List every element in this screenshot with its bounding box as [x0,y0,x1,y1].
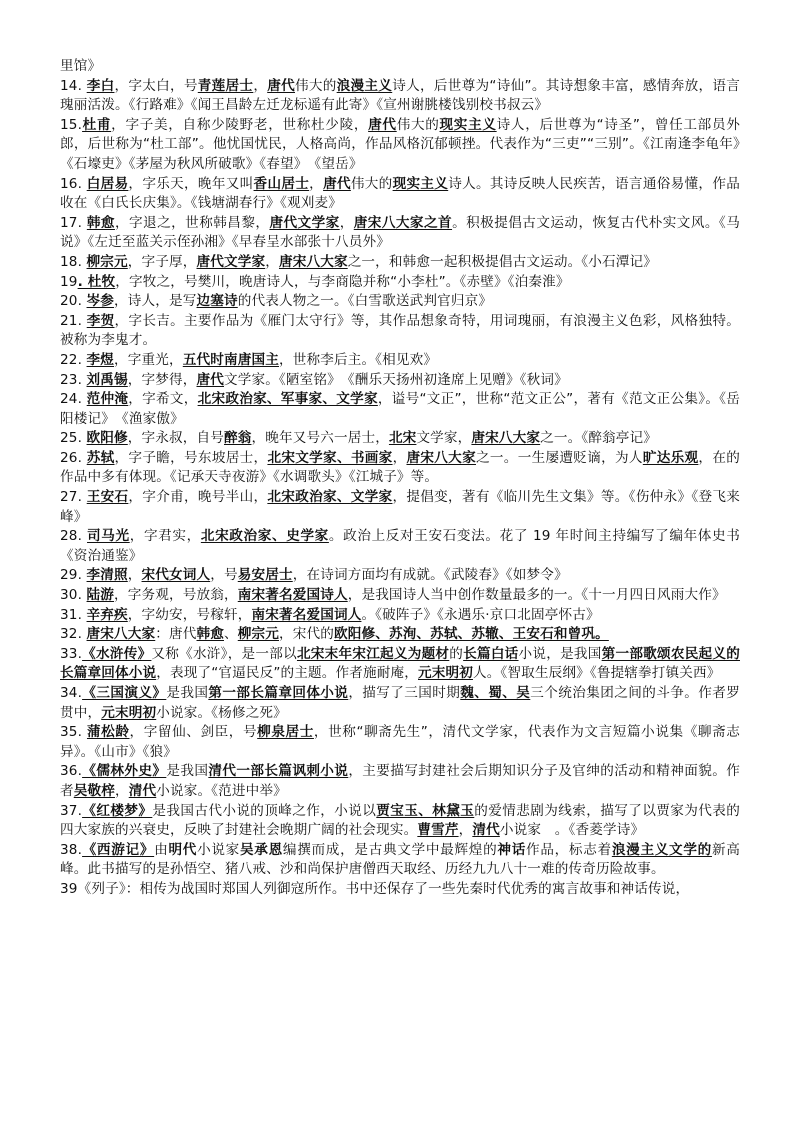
body-text: 小说家 。《香菱学诗》 [499,822,645,839]
entry-0 [60,57,740,77]
body-text: 28. [60,528,88,545]
emphasis-text: 浪漫主义文学的 [611,841,712,858]
emphasis-text: 唐宋八大家之首 [353,214,453,231]
emphasis-text: 李白 [86,77,115,94]
body-text: ， [265,253,279,270]
emphasis-text: 北宋政治家、史学家 [200,528,329,545]
body-text: 又称《水浒》，是一部以 [151,645,297,662]
emphasis-text: 清代一部长篇讽刺小说 [208,763,349,780]
emphasis-text: 边塞诗 [196,293,238,310]
body-text: 32. [60,626,87,643]
body-text: 38. [60,841,83,858]
body-text: 22. [60,351,87,368]
body-text: ，字介甫，晚号半山， [128,489,268,506]
emphasis-text: 宋代女词人 [141,567,211,584]
body-text: ，诗人，是写 [114,293,197,310]
entry-11 [60,390,740,429]
emphasis-text: 北宋末年宋江起义为题材 [296,645,450,662]
body-text: ， [253,77,268,94]
emphasis-text: 杜甫 [82,116,112,133]
body-text: 小说家 [197,841,240,858]
body-text: ，字子美，自称少陵野老，世称杜少陵， [111,116,369,133]
entry-17 [60,586,740,606]
emphasis-text: 唐代 [267,77,295,94]
entry-1 [60,77,740,116]
emphasis-text: 青莲居士 [197,77,254,94]
body-text: 31. [60,606,87,623]
emphasis-text: 刘禹锡 [86,371,128,388]
emphasis-text: 韩愈 [86,214,115,231]
entry-15 [60,527,740,566]
entry-4 [60,214,740,253]
emphasis-text: 贾宝玉、林黛玉 [376,802,475,819]
emphasis-text: 北宋 [388,430,417,447]
entry-8 [60,312,740,351]
entry-3 [60,175,740,214]
body-text: 26. [60,449,87,466]
body-text: 17. [60,214,87,231]
emphasis-text: 曹雪芹 [417,822,459,839]
body-text: 29. [60,567,87,584]
body-text: ，字幼安，号稼轩， [127,606,252,623]
emphasis-text: 唐宋八大家 [86,626,156,643]
emphasis-text: 易安居士 [237,567,293,584]
emphasis-text: 唐代 [323,175,351,192]
emphasis-text: 范仲淹 [86,391,129,408]
body-text: 36. [60,763,83,780]
emphasis-text: 吴敬梓 [73,782,115,799]
emphasis-text: . 杜牧 [77,273,116,290]
body-text: 文学家。《陋室铭》 《酬乐天扬州初逢席上见赠》《秋词》 [224,371,568,388]
body-text: 。政治上反对王安石变法。花了 19 年时间主持编写了编年体史书《资治通鉴》 [60,528,741,564]
body-text: 小说，是我国 [518,645,602,662]
body-text: 伟大的 [350,175,393,192]
emphasis-text: 《三国演义》 [82,685,167,701]
emphasis-text: 欧阳修、苏洵、苏轼、苏辙、王安石和曾巩。 [333,626,609,643]
body-text: ，在诗词方面均有成就。《武陵春》《如梦令》 [292,567,568,584]
body-text: ，字子瞻，号东坡居士， [114,449,268,466]
emphasis-text: 苏轼 [86,449,115,466]
emphasis-text: 旷达乐观 [642,449,699,466]
body-text: ：唐代 [155,626,197,643]
body-text: 人。《智取生辰纲》《鲁提辖拳打镇关西》 [472,665,721,682]
body-text: 小说家。《杨修之死》 [156,704,287,721]
body-text: 34. [60,685,83,701]
body-text: ， [127,567,142,584]
entry-6 [60,273,740,293]
emphasis-text: 北宋文学家、书画家 [267,449,393,466]
body-text: ， [309,175,324,192]
body-text: ，字太白，号 [114,77,198,94]
emphasis-text: 韩愈 [196,626,224,643]
body-text: ，字牧之，号樊川，晚唐诗人，与李商隐并称“小李杜”。《赤壁》《泊秦淮》 [115,273,570,290]
emphasis-text: 浪漫主义 [336,77,393,94]
emphasis-text: 唐代文学家 [269,214,340,231]
emphasis-text: 辛弃疾 [86,606,128,623]
emphasis-text: 《红楼梦》 [82,802,153,819]
emphasis-text: 南宋著名爱国诗人 [237,587,348,604]
emphasis-text: 唐代文学家 [196,253,266,270]
body-text: 的爱情悲剧为线索，描写了以贾家为代表的四大家族的兴衰史，反映了封建社会晚期广阔的社会现实。 [60,802,740,839]
emphasis-text: 蒲松龄 [86,724,130,741]
body-text: ，字乐天，晚年又叫 [128,175,254,192]
emphasis-text: 李煜 [86,351,115,368]
body-text: ， [392,449,407,466]
body-text: ，字长吉。主要作品为《雁门太守行》等，其作品想象奇特，用词瑰丽，有浪漫主义色彩，风格独特。被称为李鬼才。 [60,312,740,349]
entry-25 [60,841,740,880]
emphasis-text: 王安石 [86,489,129,506]
emphasis-text: 李贺 [86,312,115,329]
entry-20 [60,645,740,684]
body-text: 作品，标志着 [526,841,612,858]
entry-18 [60,606,740,626]
entry-24 [60,802,740,841]
emphasis-text: 唐宋八大家 [406,449,476,466]
emphasis-text: 岑参 [86,293,115,310]
entry-12 [60,429,740,449]
body-text: 的 [449,645,464,662]
body-text: 是我国古代小说的顶峰之作，小说以 [152,802,377,819]
body-text: ，字留仙、剑臣，号 [129,724,258,741]
entry-2 [60,116,740,175]
body-text: ，在的作品中多有体现。《记承天寺夜游》《水调歌头》《江城子》等。 [60,449,740,486]
entry-10 [60,371,740,391]
emphasis-text: 现实主义 [439,116,497,133]
body-text: 16. [60,175,87,192]
emphasis-text: 元末明初 [101,704,157,721]
entry-13 [60,449,740,488]
entry-7 [60,292,740,312]
body-text: 35. [60,724,87,741]
body-text: 21. [60,312,87,329]
body-text: 25. [60,430,87,447]
body-text: ，描写了三国时期 [348,685,461,701]
body-text: 37. [60,802,83,819]
body-text: ，是我国诗人当中创作数量最多的一。《十一月四日风雨大作》 [347,587,726,604]
body-text: 编撰而成，是古典文学中最辉煌的 [282,841,498,858]
body-text: 33. [60,645,83,662]
emphasis-text: 柳泉居士 [257,724,314,741]
emphasis-text: 元末明初 [418,665,473,682]
body-text: 。《破阵子》《永遇乐·京口北固亭怀古》 [361,606,600,623]
emphasis-text: 魏、蜀、吴 [460,685,531,701]
body-text: ，字希文， [128,391,198,408]
body-text: ，字重光， [114,351,183,368]
entry-5 [60,253,740,273]
emphasis-text: 《儒林外史》 [82,763,167,780]
body-text: ，宋代的 [278,626,334,643]
entry-9 [60,351,740,371]
body-text: 18. [60,253,87,270]
emphasis-text: 清代 [128,782,157,799]
emphasis-text: 香山居士 [253,175,310,192]
body-text: ，字君实， [129,528,201,545]
body-text: ，世称“聊斋先生”，清代文学家，代表作为文言短篇小说集《聊斋志异》。《山市》《狼》 [60,724,740,760]
entry-16 [60,566,740,586]
emphasis-text: 醉翁 [224,430,252,447]
body-text: 文学家， [416,430,472,447]
emphasis-text: 第一部长篇章回体小说 [208,685,349,701]
emphasis-text: 白居易 [86,175,129,192]
body-text: 小说家。《范进中举》 [156,782,287,799]
body-text: 20. [60,293,87,310]
body-text: 14. [60,77,87,94]
body-text: 19 [60,273,78,290]
body-text: ， [458,822,473,839]
emphasis-text: 唐宋八大家 [471,430,541,447]
body-text: 里馆》 [60,58,102,74]
emphasis-text: 明代 [168,841,198,858]
body-text: 15. [60,116,83,133]
emphasis-text: 《西游记》 [82,841,155,858]
emphasis-text: 陆游 [86,587,115,604]
emphasis-text: 长篇白话 [463,645,519,662]
body-text: ，字子厚， [127,253,197,270]
body-text: 。积极提倡古文运动，恢复古代朴实文风。《马说》《左迁至蓝关示侄孙湘》《早春呈水部张十八员外》 [60,214,740,251]
body-text: 三个统治集团之间的斗争。作者罗贯中， [60,685,741,721]
body-text: 是我国 [166,685,209,701]
body-text: 诗人，后世尊为“诗圣”，曾任工部员外郎，后世称为“杜工部”。他忧国忧民，人格高尚，作品风格沉郁顿挫。代表作为“三吏”“三别”。《江南逢李龟年》《石壕吏》《茅屋为秋风所破歌》《春望》 《望岳》 [60,116,740,172]
body-text: ，提倡变，著有《临川先生文集》等。《伤仲永》《登飞来峰》 [60,489,741,525]
body-text: ，字退之，世称韩昌黎， [114,214,270,231]
emphasis-text: 第一部歌颂农民起义的长篇章回体小说 [60,645,740,682]
entry-19 [60,625,740,645]
body-text: 伟大的 [295,77,337,94]
emphasis-text: 柳宗元 [237,626,279,643]
emphasis-text: 神话 [497,841,527,858]
emphasis-text: 吴承恩 [239,841,283,858]
body-text: ，主要描写封建社会后期知识分子及官绅的活动和精神面貌。作者 [60,763,741,799]
emphasis-text: 现实主义 [392,175,449,192]
emphasis-text: 柳宗元 [86,253,128,270]
entry-23 [60,762,740,801]
body-text: 由 [154,841,169,858]
entry-26 [60,880,740,900]
body-text: 诗人，后世尊为“诗仙”。其诗想象丰富，感情奔放，语言瑰丽活泼。《行路难》《闻王昌龄左迁龙标遥有此寄》《宣州谢朓楼饯别校书叔云》 [60,77,740,114]
body-text: 伟大的 [396,116,440,133]
body-text: 23. [60,371,87,388]
emphasis-text: 北宋政治家、文学家 [267,489,393,506]
body-text: 之一，和韩愈一起积极提倡古文运动。《小石潭记》 [347,253,657,270]
emphasis-text: 北宋政治家、军事家、文学家 [197,391,378,408]
body-text: ， [339,214,354,231]
body-text: ，字梦得， [127,371,197,388]
body-text: 24. [60,391,87,408]
body-text: 之一。《醉翁亭记》 [540,430,658,447]
body-text: 之一。一生屡遭贬谪，为人 [475,449,643,466]
body-text: ，号 [210,567,238,584]
emphasis-text: 司马光 [87,528,130,545]
body-text: 诗人。其诗反映人民疾苦，语言通俗易懂，作品收在《白氏长庆集》。《钱塘湖春行》《观刈麦》 [60,175,740,212]
entry-21 [60,684,740,723]
body-text: ， [114,782,129,799]
emphasis-text: 五代时南唐国主 [182,351,279,368]
emphasis-text: 欧阳修 [86,430,128,447]
body-text: 是我国 [166,763,209,780]
body-text: ，谥号“文正”，世称“范文正公”，著有《范文正公集》。《岳阳楼记》 《渔家傲》 [60,391,741,427]
emphasis-text: 南宋著名爱国词人 [251,606,362,623]
emphasis-text: 唐代 [196,371,224,388]
emphasis-text: 唐代 [368,116,397,133]
entry-22 [60,723,740,762]
body-text: ，晚年又号六一居士， [251,430,389,447]
body-text: 、 [224,626,238,643]
body-text: 27. [60,489,87,506]
emphasis-text: 唐宋八大家 [278,253,348,270]
body-text: ，世称李后主。《相见欢》 [278,351,438,368]
body-text: ，表现了“官逼民反”的主题。作者施耐庵， [156,665,418,682]
entry-14 [60,488,740,527]
body-text: 新高峰。此书描写的是孙悟空、猪八戒、沙和尚保护唐僧西天取经、历经九九八十一难的传奇历险故事。 [60,841,740,878]
body-text: ，字永叔，自号 [127,430,224,447]
body-text: 39《列子》：相传为战国时郑国人列御寇所作。书中还保存了一些先秦时代优秀的寓言故事和神话传说， [60,880,690,897]
emphasis-text: 清代 [472,822,500,839]
emphasis-text: 《水浒传》 [82,645,152,662]
body-text: 30. [60,587,87,604]
body-text: 的代表人物之一。《白雪歌送武判官归京》 [237,293,493,310]
body-text: ，字务观，号放翁， [114,587,238,604]
emphasis-text: 李清照 [86,567,128,584]
